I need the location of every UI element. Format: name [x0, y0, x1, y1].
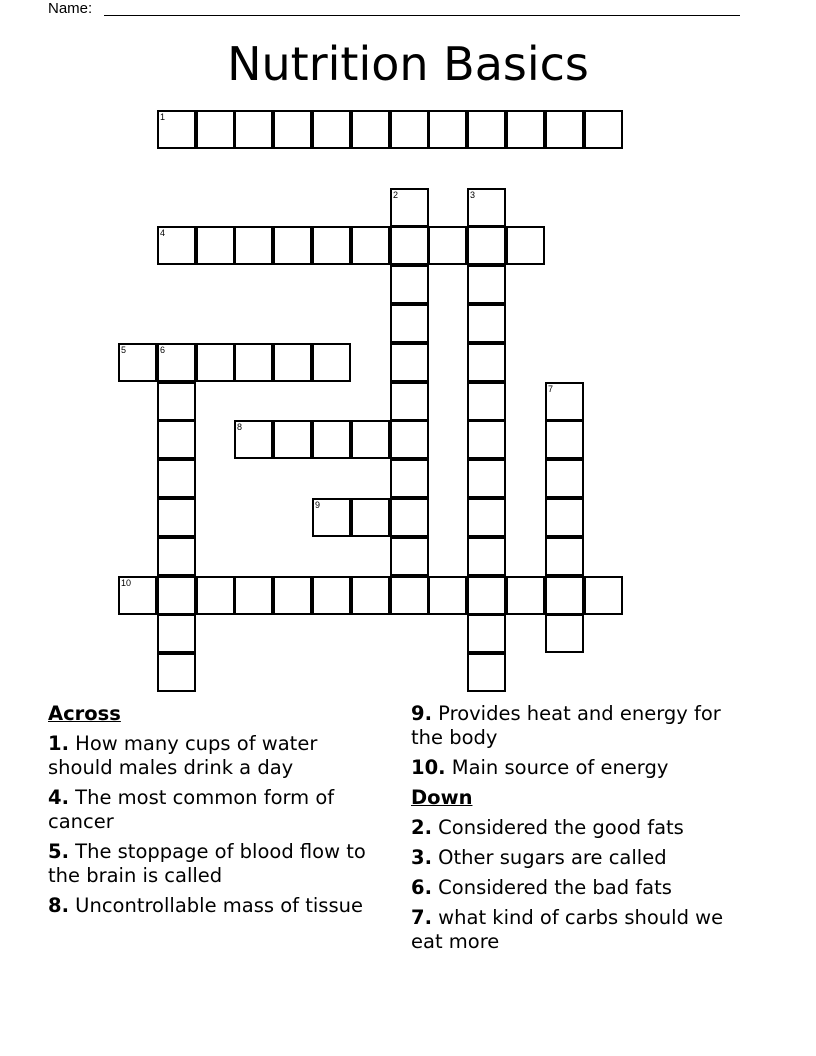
grid-cell[interactable] [234, 576, 273, 615]
clue-number: 1. [48, 732, 69, 755]
clue-number: 6. [411, 876, 432, 899]
clue-number: 2. [411, 816, 432, 839]
clue-number-label: 2 [393, 190, 399, 200]
clue-across-5 [48, 840, 388, 888]
clue-number-label: 10 [121, 578, 132, 588]
clue-down-7 [411, 906, 751, 954]
grid-cell[interactable] [273, 420, 312, 459]
grid-cell[interactable] [157, 537, 196, 576]
grid-cell[interactable] [467, 304, 506, 343]
grid-cell[interactable] [467, 343, 506, 382]
grid-cell[interactable] [390, 576, 429, 615]
grid-cell[interactable] [506, 110, 545, 149]
grid-cell[interactable] [584, 110, 623, 149]
grid-cell[interactable] [390, 343, 429, 382]
grid-cell[interactable] [467, 537, 506, 576]
grid-cell[interactable] [390, 382, 429, 421]
clue-number-label: 7 [548, 384, 554, 394]
grid-cell[interactable] [467, 110, 506, 149]
grid-cell[interactable] [545, 537, 584, 576]
grid-cell[interactable] [312, 226, 351, 265]
clue-number-label: 5 [121, 345, 127, 355]
grid-cell[interactable] [312, 343, 351, 382]
clue-number: 10. [411, 756, 446, 779]
grid-cell[interactable] [545, 420, 584, 459]
grid-cell[interactable] [467, 614, 506, 653]
grid-cell[interactable] [312, 110, 351, 149]
name-label: Name: [48, 0, 93, 17]
grid-cell[interactable] [390, 420, 429, 459]
grid-cell[interactable] [196, 226, 235, 265]
grid-cell[interactable] [390, 226, 429, 265]
grid-cell[interactable] [273, 343, 312, 382]
grid-cell[interactable] [196, 110, 235, 149]
grid-cell[interactable] [157, 110, 196, 149]
clue-text: The stoppage of blood flow to the brain is called [48, 840, 366, 887]
page-title: Nutrition Basics [227, 37, 589, 91]
grid-cell[interactable] [506, 226, 545, 265]
grid-cell[interactable] [157, 382, 196, 421]
grid-cell[interactable] [428, 110, 467, 149]
clue-number: 3. [411, 846, 432, 869]
grid-cell[interactable] [390, 459, 429, 498]
grid-cell[interactable] [157, 653, 196, 692]
grid-cell[interactable] [545, 498, 584, 537]
grid-cell[interactable] [351, 110, 390, 149]
grid-cell[interactable] [196, 576, 235, 615]
clue-across-4 [48, 786, 388, 834]
clue-text: The most common form of cancer [48, 786, 335, 833]
clue-text: Main source of energy [445, 756, 669, 779]
clue-down-2 [411, 816, 751, 840]
grid-cell[interactable] [390, 265, 429, 304]
across-heading: Across [48, 702, 121, 725]
grid-cell[interactable] [312, 576, 351, 615]
grid-cell[interactable] [273, 110, 312, 149]
grid-cell[interactable] [157, 576, 196, 615]
clue-text: Provides heat and energy for the body [411, 702, 721, 749]
grid-cell[interactable] [467, 653, 506, 692]
clue-number-label: 8 [237, 422, 243, 432]
grid-cell[interactable] [584, 576, 623, 615]
clue-down-3 [411, 846, 751, 870]
clue-text: Uncontrollable mass of tissue [68, 894, 363, 917]
clues-column-right [411, 702, 751, 960]
grid-cell[interactable] [467, 265, 506, 304]
grid-cell[interactable] [273, 226, 312, 265]
clue-number-label: 1 [160, 112, 166, 122]
grid-cell[interactable] [390, 498, 429, 537]
grid-cell[interactable] [351, 498, 390, 537]
grid-cell[interactable] [157, 420, 196, 459]
clue-number: 7. [411, 906, 432, 929]
grid-cell[interactable] [157, 226, 196, 265]
clue-number-label: 3 [470, 190, 476, 200]
grid-cell[interactable] [467, 459, 506, 498]
clue-across-8 [48, 894, 388, 918]
grid-cell[interactable] [390, 304, 429, 343]
grid-cell[interactable] [157, 498, 196, 537]
grid-cell[interactable] [196, 343, 235, 382]
clue-number-label: 4 [160, 228, 166, 238]
grid-cell[interactable] [545, 576, 584, 615]
grid-cell[interactable] [234, 226, 273, 265]
grid-cell[interactable] [118, 576, 157, 615]
grid-cell[interactable] [506, 576, 545, 615]
grid-cell[interactable] [157, 459, 196, 498]
clue-text: what kind of carbs should we eat more [411, 906, 724, 953]
clue-across-9 [411, 702, 751, 750]
grid-cell[interactable] [467, 226, 506, 265]
grid-cell[interactable] [467, 576, 506, 615]
grid-cell[interactable] [157, 343, 196, 382]
grid-cell[interactable] [428, 576, 467, 615]
down-heading: Down [411, 786, 473, 809]
clues-column-left [48, 702, 388, 924]
clue-text: Other sugars are called [431, 846, 667, 869]
grid-cell[interactable] [312, 498, 351, 537]
grid-cell[interactable] [273, 576, 312, 615]
grid-cell[interactable] [234, 343, 273, 382]
clue-across-10 [411, 756, 751, 780]
clue-text: Considered the bad fats [431, 876, 672, 899]
grid-cell[interactable] [312, 420, 351, 459]
clue-number: 5. [48, 840, 69, 863]
clue-down-6 [411, 876, 751, 900]
grid-cell[interactable] [234, 420, 273, 459]
grid-cell[interactable] [351, 226, 390, 265]
clue-text: How many cups of water should males drink a day [48, 732, 318, 779]
grid-cell[interactable] [467, 498, 506, 537]
grid-cell[interactable] [351, 420, 390, 459]
grid-cell[interactable] [545, 110, 584, 149]
grid-cell[interactable] [390, 110, 429, 149]
clue-number: 4. [48, 786, 69, 809]
grid-cell[interactable] [351, 576, 390, 615]
grid-cell[interactable] [545, 614, 584, 653]
clue-number: 9. [411, 702, 432, 725]
clue-number-label: 9 [315, 500, 321, 510]
clue-number-label: 6 [160, 345, 166, 355]
grid-cell[interactable] [234, 110, 273, 149]
grid-cell[interactable] [467, 382, 506, 421]
grid-cell[interactable] [545, 382, 584, 421]
grid-cell[interactable] [545, 459, 584, 498]
grid-cell[interactable] [157, 614, 196, 653]
grid-cell[interactable] [467, 188, 506, 227]
clue-across-1 [48, 732, 388, 780]
grid-cell[interactable] [390, 188, 429, 227]
grid-cell[interactable] [428, 226, 467, 265]
grid-cell[interactable] [467, 420, 506, 459]
clue-text: Considered the good fats [431, 816, 684, 839]
clue-number: 8. [48, 894, 69, 917]
grid-cell[interactable] [118, 343, 157, 382]
grid-cell[interactable] [390, 537, 429, 576]
